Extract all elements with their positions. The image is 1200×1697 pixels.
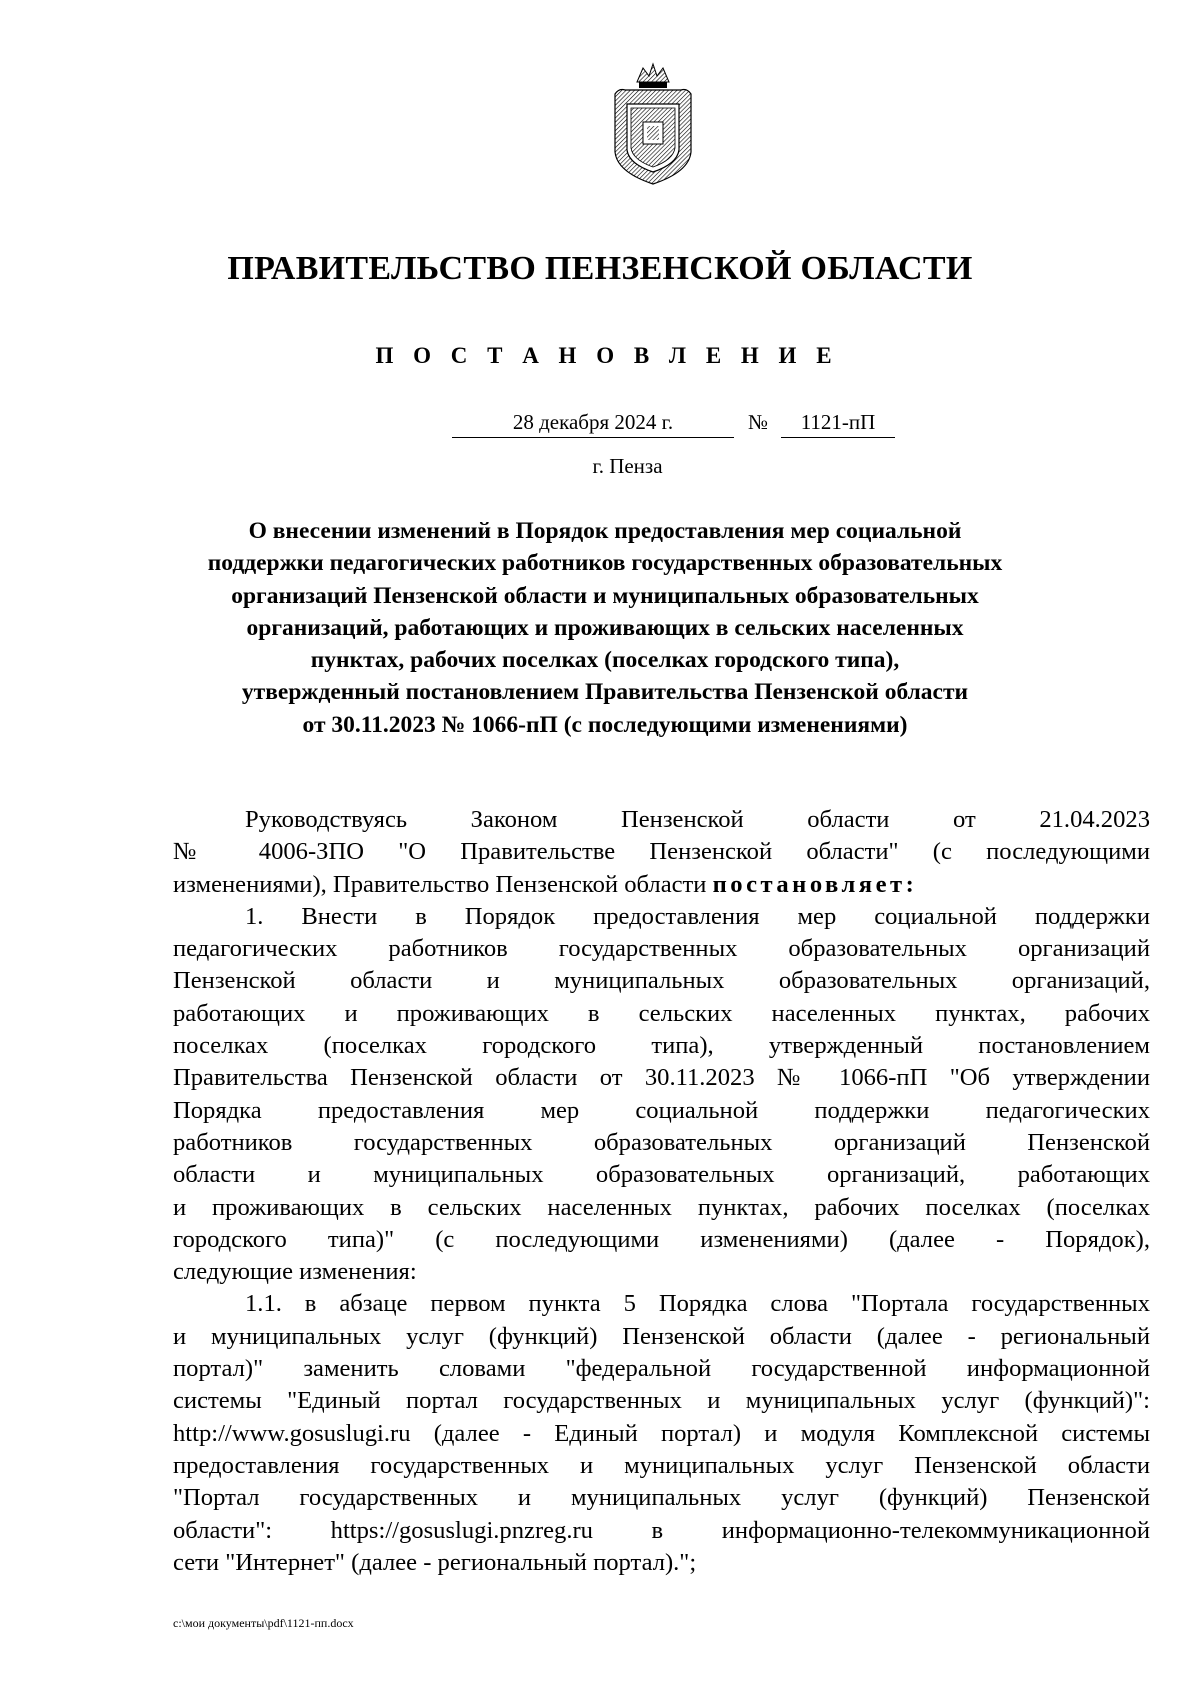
body-line: Руководствуясь Законом Пензенской области от 21.04.2023 [245,806,1150,833]
body-line: "Портал государственных и муниципальных услуг (функций) Пензенской [173,1484,1150,1512]
body-line: поселках (поселках городского типа), утвержденный постановлением [173,1032,1150,1060]
file-path-footer: c:\мои документы\pdf\1121-пп.docx [173,1616,354,1630]
body-line: 1.1. в абзаце первом пункта 5 Порядка слова "Портала государственных [245,1290,1150,1318]
body-line: и проживающих в сельских населенных пунктах, рабочих поселках (поселках [173,1193,1150,1221]
subject-line: от 30.11.2023 № 1066-пП (с последующими изменениями) [302,711,908,738]
body-line: работающих и проживающих в сельских населенных пунктах, рабочих [173,999,1150,1027]
body-line: Правительства Пензенской области от 30.11.2023 № 1066-пП "Об утверждении [173,1064,1150,1092]
subject-line: организаций, работающих и проживающих в сельских населенных [246,614,964,641]
document-date: 28 декабря 2024 г. [452,410,734,438]
subject-line: организаций Пензенской области и муниципальных образовательных [231,582,979,609]
document-body [173,804,1150,1579]
body-line: и муниципальных услуг (функций) Пензенской области (далее - региональный [173,1322,1150,1350]
body-line: Пензенской области и муниципальных образовательных организаций, [173,967,1150,995]
subject-line: утвержденный постановлением Правительства Пензенской области [241,679,969,706]
body-line: педагогических работников государственных образовательных организаций [173,935,1150,963]
body-text: изменениями), Правительство Пензенской области [173,870,707,898]
body-line: предоставления государственных и муниципальных услуг Пензенской области [173,1451,1150,1479]
decree-word: постановляет: [712,870,918,898]
body-line: работников государственных образовательных организаций Пензенской [173,1128,1150,1156]
subject-line: поддержки педагогических работников государственных образовательных [207,550,1003,577]
body-line: Порядка предоставления мер социальной поддержки педагогических [173,1096,1150,1124]
coat-of-arms-emblem [605,60,701,188]
body-line: городского типа)" (с последующими изменениями) (далее - Порядок), [173,1225,1150,1253]
body-line: 1. Внести в Порядок предоставления мер социальной поддержки [245,902,1150,930]
subject-line: О внесении изменений в Порядок предоставления мер социальной [248,518,962,544]
body-line: системы "Единый портал государственных и муниципальных услуг (функций)": [173,1387,1150,1415]
document-subject [160,515,1050,741]
government-title: ПРАВИТЕЛЬСТВО ПЕНЗЕНСКОЙ ОБЛАСТИ [227,250,973,287]
subject-line: пунктах, рабочих поселках (поселках городского типа), [310,647,900,674]
body-line [173,869,1150,901]
city: г. Пенза [592,454,663,478]
number-sign: № [748,410,769,434]
body-line: сети "Интернет" (далее - региональный портал)."; [173,1548,697,1576]
document-number: 1121-пП [781,410,895,438]
document-type: П О С Т А Н О В Л Е Н И Е [375,343,839,368]
body-line: области": https://gosuslugi.pnzreg.ru в информационно-телекоммуникационной [173,1516,1150,1544]
body-line: http://www.gosuslugi.ru (далее - Единый портал) и модуля Комплексной системы [173,1419,1150,1447]
body-line: области и муниципальных образовательных организаций, работающих [173,1161,1150,1189]
body-line: портал)" заменить словами "федеральной государственной информационной [173,1355,1150,1383]
body-line: № 4006-ЗПО "О Правительстве Пензенской области" (с последующими [173,838,1150,866]
body-line: следующие изменения: [173,1258,417,1286]
